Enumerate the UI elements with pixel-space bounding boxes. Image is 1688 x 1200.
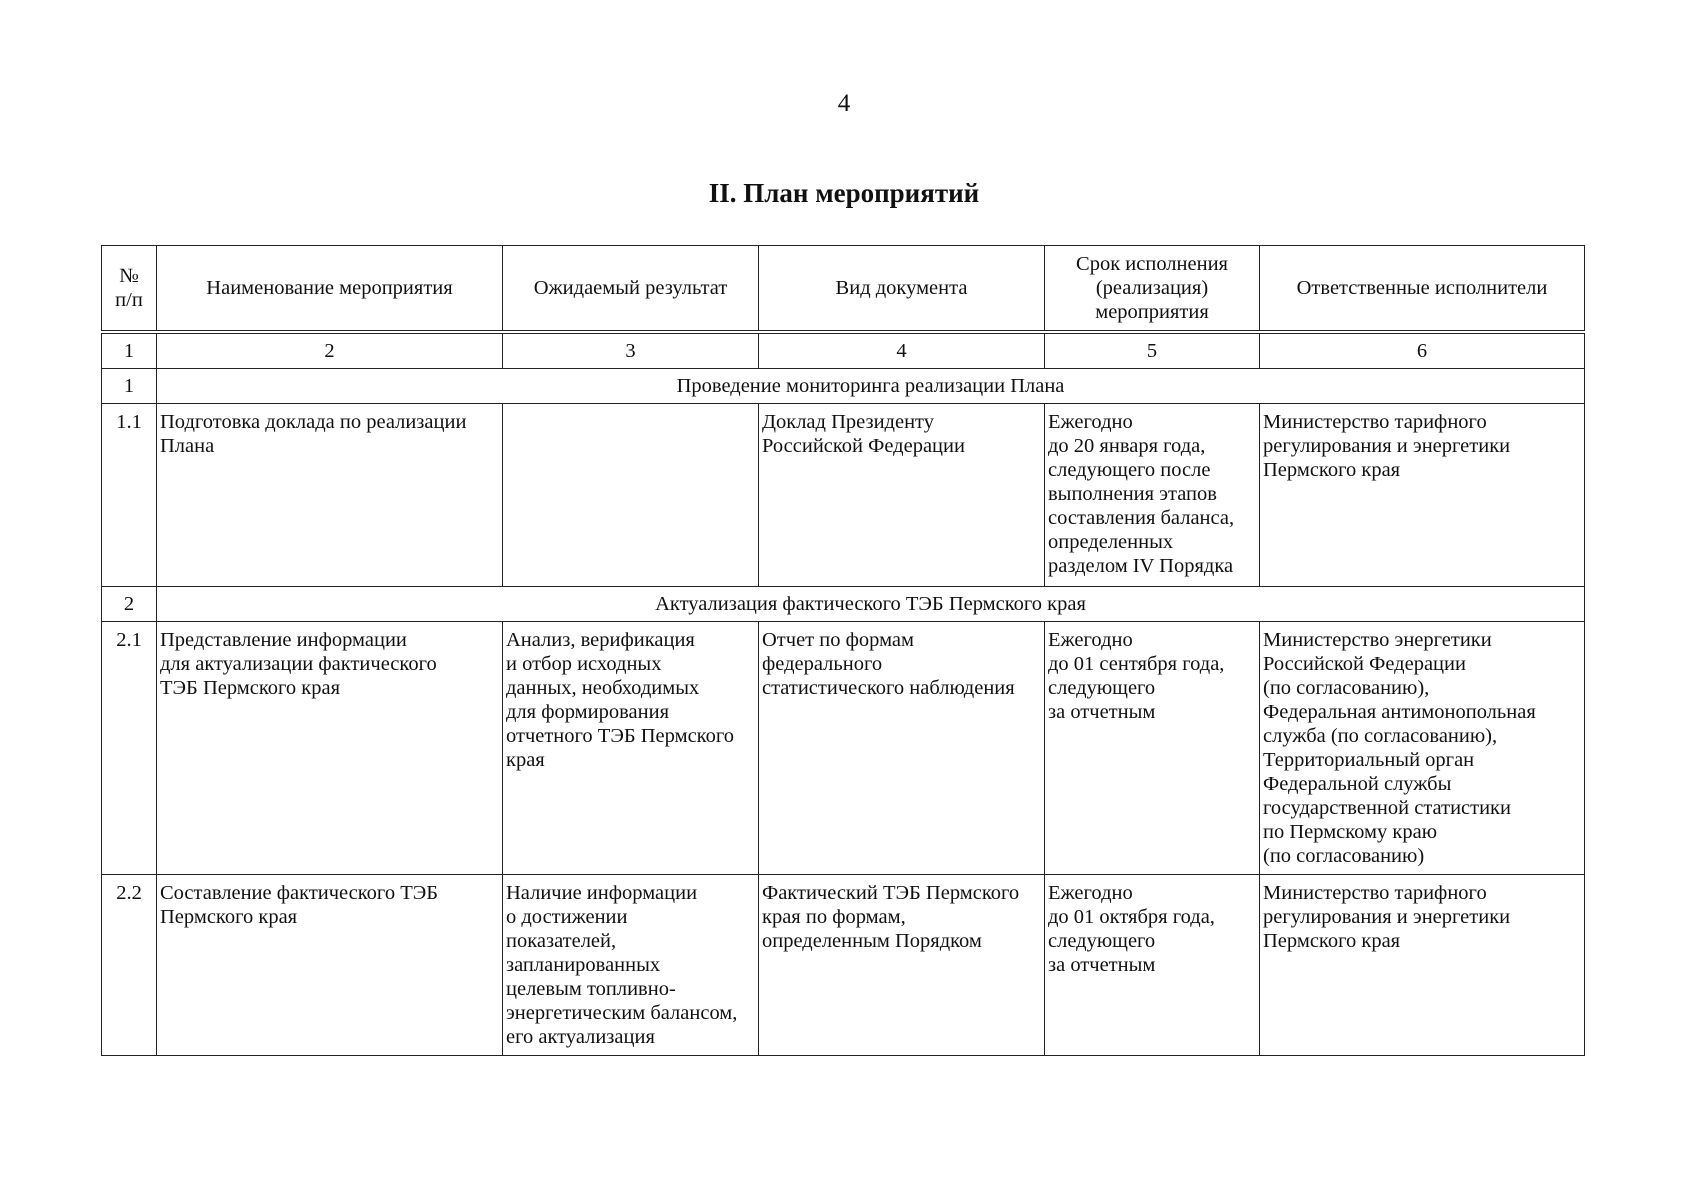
cell-line: данных, необходимых bbox=[506, 677, 700, 699]
cell-line: мероприятия bbox=[1095, 301, 1209, 323]
cell-line: следующего bbox=[1048, 930, 1156, 952]
cell-line: (по согласованию), bbox=[1263, 677, 1430, 699]
cell-line: Пермского края bbox=[1263, 459, 1401, 481]
cell-result bbox=[503, 875, 759, 1056]
cell-line: Наличие информации bbox=[506, 882, 698, 904]
cell-line: п/п bbox=[115, 289, 143, 311]
cell-line: по Пермскому краю bbox=[1263, 821, 1438, 843]
table-row bbox=[102, 622, 1585, 875]
cell-deadline bbox=[1045, 622, 1260, 875]
cell-line: № bbox=[119, 265, 139, 287]
column-number-row bbox=[102, 332, 1585, 369]
page-number: 4 bbox=[837, 90, 851, 117]
cell-executors bbox=[1260, 875, 1585, 1056]
plan-table bbox=[101, 245, 1585, 1056]
cell-line: регулирования и энергетики bbox=[1263, 435, 1511, 457]
cell-line: составления баланса, bbox=[1048, 507, 1235, 529]
cell-line: целевым топливно- bbox=[506, 978, 676, 1000]
cell-name bbox=[157, 875, 503, 1056]
cell-result bbox=[503, 404, 759, 587]
cell-line: Анализ, верификация bbox=[506, 629, 695, 651]
column-number: 3 bbox=[503, 332, 759, 369]
row-number: 2.1 bbox=[102, 622, 157, 875]
cell-line: показателей, bbox=[506, 930, 617, 952]
header-result bbox=[503, 246, 759, 333]
cell-line: до 01 октября года, bbox=[1048, 906, 1215, 928]
cell-line: регулирования и энергетики bbox=[1263, 906, 1511, 928]
cell-executors bbox=[1260, 622, 1585, 875]
cell-line: его актуализация bbox=[506, 1026, 655, 1048]
cell-name bbox=[157, 404, 503, 587]
cell-line: Отчет по формам bbox=[762, 629, 914, 651]
section-title: Актуализация фактического ТЭБ Пермского края bbox=[157, 587, 1585, 622]
cell-document bbox=[759, 622, 1045, 875]
column-number: 1 bbox=[102, 332, 157, 369]
cell-line: Подготовка доклада по реализации bbox=[160, 411, 467, 433]
cell-line: Доклад Президенту bbox=[762, 411, 934, 433]
table-row bbox=[102, 404, 1585, 587]
cell-line: Вид документа bbox=[835, 277, 968, 299]
cell-line: разделом IV Порядка bbox=[1048, 555, 1234, 577]
cell-line: и отбор исходных bbox=[506, 653, 662, 675]
cell-line: (по согласованию) bbox=[1263, 845, 1425, 867]
cell-line: запланированных bbox=[506, 954, 661, 976]
column-number: 2 bbox=[157, 332, 503, 369]
cell-line: Ежегодно bbox=[1048, 411, 1133, 433]
cell-line: до 01 сентября года, bbox=[1048, 653, 1225, 675]
section-title: Проведение мониторинга реализации Плана bbox=[157, 369, 1585, 404]
cell-line: Ответственные исполнители bbox=[1296, 277, 1548, 299]
cell-line: Наименование мероприятия bbox=[206, 277, 453, 299]
cell-result bbox=[503, 622, 759, 875]
cell-line: Ежегодно bbox=[1048, 629, 1133, 651]
cell-line: федерального bbox=[762, 653, 883, 675]
cell-line: для актуализации фактического bbox=[160, 653, 437, 675]
cell-line: Фактический ТЭБ Пермского bbox=[762, 882, 1020, 904]
column-number: 5 bbox=[1045, 332, 1260, 369]
cell-line: Ожидаемый результат bbox=[533, 277, 728, 299]
cell-line: до 20 января года, bbox=[1048, 435, 1206, 457]
row-number: 1.1 bbox=[102, 404, 157, 587]
cell-line: следующего после bbox=[1048, 459, 1211, 481]
cell-line: Плана bbox=[160, 435, 215, 457]
cell-executors bbox=[1260, 404, 1585, 587]
column-number: 6 bbox=[1260, 332, 1585, 369]
cell-line: Министерство энергетики bbox=[1263, 629, 1492, 651]
header-executors bbox=[1260, 246, 1585, 333]
header-name bbox=[157, 246, 503, 333]
cell-line: Министерство тарифного bbox=[1263, 882, 1487, 904]
cell-line: служба (по согласованию), bbox=[1263, 725, 1498, 747]
cell-line: государственной статистики bbox=[1263, 797, 1511, 819]
cell-line: края по формам, bbox=[762, 906, 906, 928]
section-row bbox=[102, 369, 1585, 404]
cell-line: Составление фактического ТЭБ bbox=[160, 882, 439, 904]
cell-deadline bbox=[1045, 875, 1260, 1056]
cell-line: отчетного ТЭБ Пермского bbox=[506, 725, 734, 747]
section-row bbox=[102, 587, 1585, 622]
cell-line: Российской Федерации bbox=[762, 435, 965, 457]
cell-line: края bbox=[506, 749, 545, 771]
header-num bbox=[102, 246, 157, 333]
cell-line: энергетическим балансом, bbox=[506, 1002, 738, 1024]
cell-line: статистического наблюдения bbox=[762, 677, 1015, 699]
cell-line: для формирования bbox=[506, 701, 670, 723]
cell-line: Федеральной службы bbox=[1263, 773, 1452, 795]
cell-line: следующего bbox=[1048, 677, 1156, 699]
column-number: 4 bbox=[759, 332, 1045, 369]
cell-line: Пермского края bbox=[160, 906, 298, 928]
section-number: 2 bbox=[102, 587, 157, 622]
cell-line: Ежегодно bbox=[1048, 882, 1133, 904]
page-title: II. План мероприятий bbox=[708, 178, 980, 208]
row-number: 2.2 bbox=[102, 875, 157, 1056]
cell-line: о достижении bbox=[506, 906, 628, 928]
cell-name bbox=[157, 622, 503, 875]
table-row bbox=[102, 875, 1585, 1056]
cell-document bbox=[759, 404, 1045, 587]
cell-line: Представление информации bbox=[160, 629, 407, 651]
cell-line: Министерство тарифного bbox=[1263, 411, 1487, 433]
header-deadline bbox=[1045, 246, 1260, 333]
section-number: 1 bbox=[102, 369, 157, 404]
cell-line: Пермского края bbox=[1263, 930, 1401, 952]
cell-line: Территориальный орган bbox=[1263, 749, 1475, 771]
cell-line: за отчетным bbox=[1048, 954, 1156, 976]
cell-line: определенных bbox=[1048, 531, 1174, 553]
cell-line: выполнения этапов bbox=[1048, 483, 1217, 505]
cell-line: за отчетным bbox=[1048, 701, 1156, 723]
cell-deadline bbox=[1045, 404, 1260, 587]
header-document bbox=[759, 246, 1045, 333]
cell-line: Федеральная антимонопольная bbox=[1263, 701, 1536, 723]
cell-line: определенным Порядком bbox=[762, 930, 982, 952]
cell-line: ТЭБ Пермского края bbox=[160, 677, 341, 699]
cell-document bbox=[759, 875, 1045, 1056]
cell-line: Российской Федерации bbox=[1263, 653, 1466, 675]
cell-line: Срок исполнения bbox=[1076, 253, 1228, 275]
table-header-row bbox=[102, 246, 1585, 333]
cell-line: (реализация) bbox=[1095, 277, 1209, 299]
